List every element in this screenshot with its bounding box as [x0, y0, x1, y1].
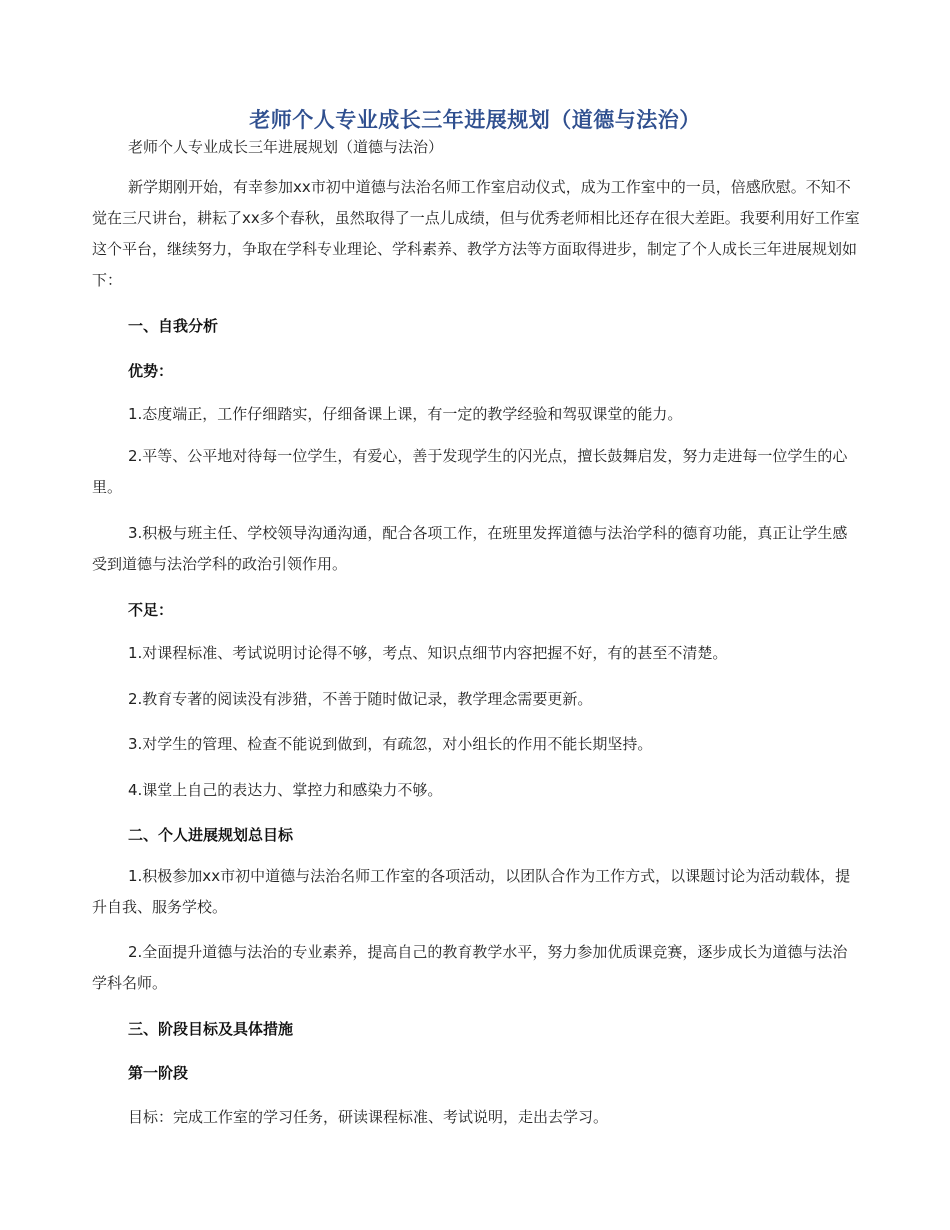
- section-heading-self-analysis: 一、自我分析: [128, 317, 219, 335]
- weakness-item: 1.对课程标准、考试说明讨论得不够，考点、知识点细节内容把握不好，有的甚至不清楚。: [128, 644, 728, 662]
- weakness-item: 2.教育专著的阅读没有涉猎，不善于随时做记录，教学理念需要更新。: [128, 690, 593, 708]
- weakness-item: 4.课堂上自己的表达力、掌控力和感染力不够。: [128, 781, 443, 799]
- weaknesses-label: 不足：: [128, 601, 174, 619]
- strength-item: 2.平等、公平地对待每一位学生，有爱心，善于发现学生的闪光点，擅长鼓舞启发，努力走进每一位学生的心里。: [92, 447, 848, 496]
- strengths-label: 优势：: [128, 362, 174, 380]
- goal-item: 1.积极参加xx市初中道德与法治名师工作室的各项活动，以团队合作为工作方式，以课题讨论为活动载体，提升自我、服务学校。: [92, 867, 851, 916]
- section-heading-overall-goals: 二、个人进展规划总目标: [128, 826, 294, 844]
- stage1-heading: 第一阶段: [128, 1064, 189, 1082]
- intro-paragraph: 新学期刚开始，有幸参加xx市初中道德与法治名师工作室启动仪式，成为工作室中的一员，倍感欣慰。不知不觉在三尺讲台，耕耘了xx多个春秋，虽然取得了一点儿成绩，但与优秀老师相比还存在很大差距。我要利用好工作室这个平台，继续努力，争取在学科专业理论、学科素养、教学方法等方面取得进步，制定了个人成长三年进展规划如下：: [92, 178, 860, 289]
- strength-item: 1.态度端正，工作仔细踏实，仔细备课上课，有一定的教学经验和驾驭课堂的能力。: [128, 405, 683, 423]
- stage1-goal: 目标：完成工作室的学习任务，研读课程标准、考试说明，走出去学习。: [128, 1108, 609, 1126]
- document-title: 老师个人专业成长三年进展规划（道德与法治）: [249, 108, 701, 132]
- weakness-item: 3.对学生的管理、检查不能说到做到，有疏忽，对小组长的作用不能长期坚持。: [128, 735, 653, 753]
- goal-item: 2.全面提升道德与法治的专业素养，提高自己的教育教学水平，努力参加优质课竞赛，逐步成长为道德与法治学科名师。: [92, 943, 848, 992]
- section-heading-stage-goals: 三、阶段目标及具体措施: [128, 1020, 294, 1038]
- document-subtitle: 老师个人专业成长三年进展规划（道德与法治）: [128, 138, 444, 156]
- strength-item: 3.积极与班主任、学校领导沟通沟通，配合各项工作，在班里发挥道德与法治学科的德育功能，真正让学生感受到道德与法治学科的政治引领作用。: [92, 524, 848, 573]
